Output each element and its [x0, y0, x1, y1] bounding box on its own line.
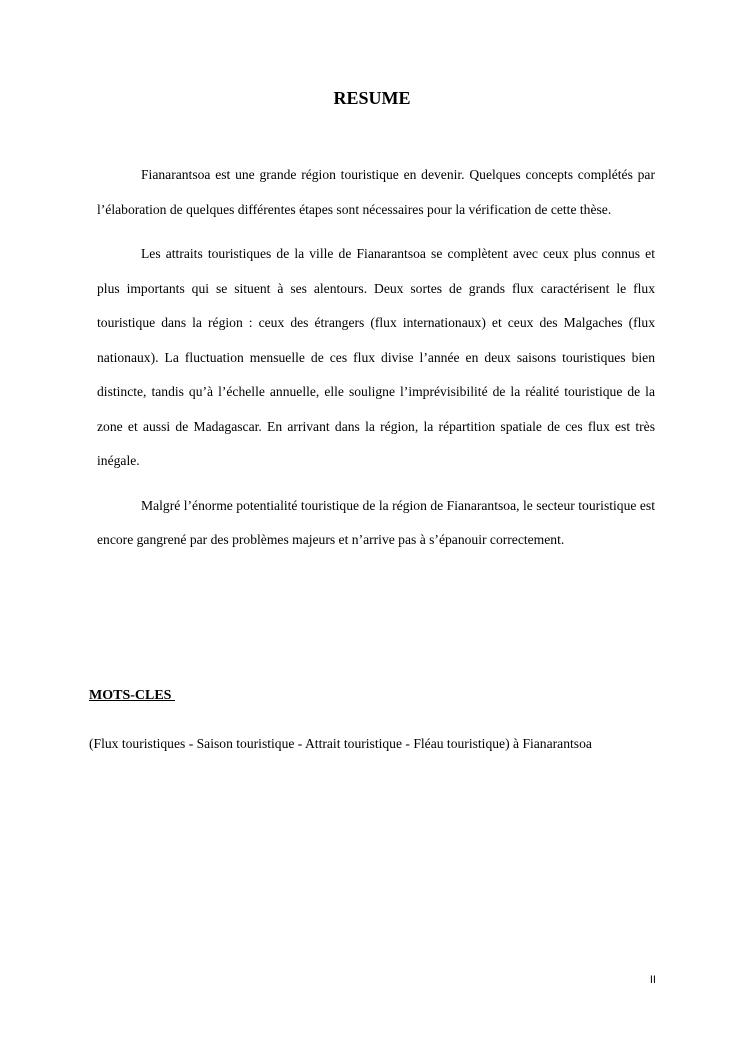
page-number: II: [649, 974, 656, 986]
summary-paragraph-2: Les attraits touristiques de la ville de Fianarantsoa se complètent avec ceux plus connus et plus importants qui se situent à ses alentours. Deux sortes de grands flux caractérisent le flux touristique dans la région : ceux des étrangers (flux internationaux) et ceux des Malgaches (flux nationaux). La fluctuation mensuelle de ces flux divise l’année en deux saisons touristiques bien distincte, tandis qu’à l’échelle annuelle, elle souligne l’imprévisibilité de la réalité touristique de la zone et aussi de Madagascar. En arrivant dans la région, la répartition spatiale de ces flux est très inégale.: [97, 246, 655, 468]
summary-paragraph-3: Malgré l’énorme potentialité touristique de la région de Fianarantsoa, le secteur touristique est encore gangrené par des problèmes majeurs et n’arrive pas à s’épanouir correctement.: [97, 497, 655, 547]
keywords-heading: MOTS-CLES: [89, 688, 175, 703]
summary-body: [97, 158, 655, 568]
page-title: RESUME: [333, 88, 411, 108]
keywords-list: (Flux touristiques - Saison touristique - Attrait touristique - Fléau touristique) à Fianarantsoa: [89, 736, 592, 751]
summary-paragraph-1: Fianarantsoa est une grande région touristique en devenir. Quelques concepts complétés par l’élaboration de quelques différentes étapes sont nécessaires pour la vérification de cette thèse.: [97, 167, 655, 217]
